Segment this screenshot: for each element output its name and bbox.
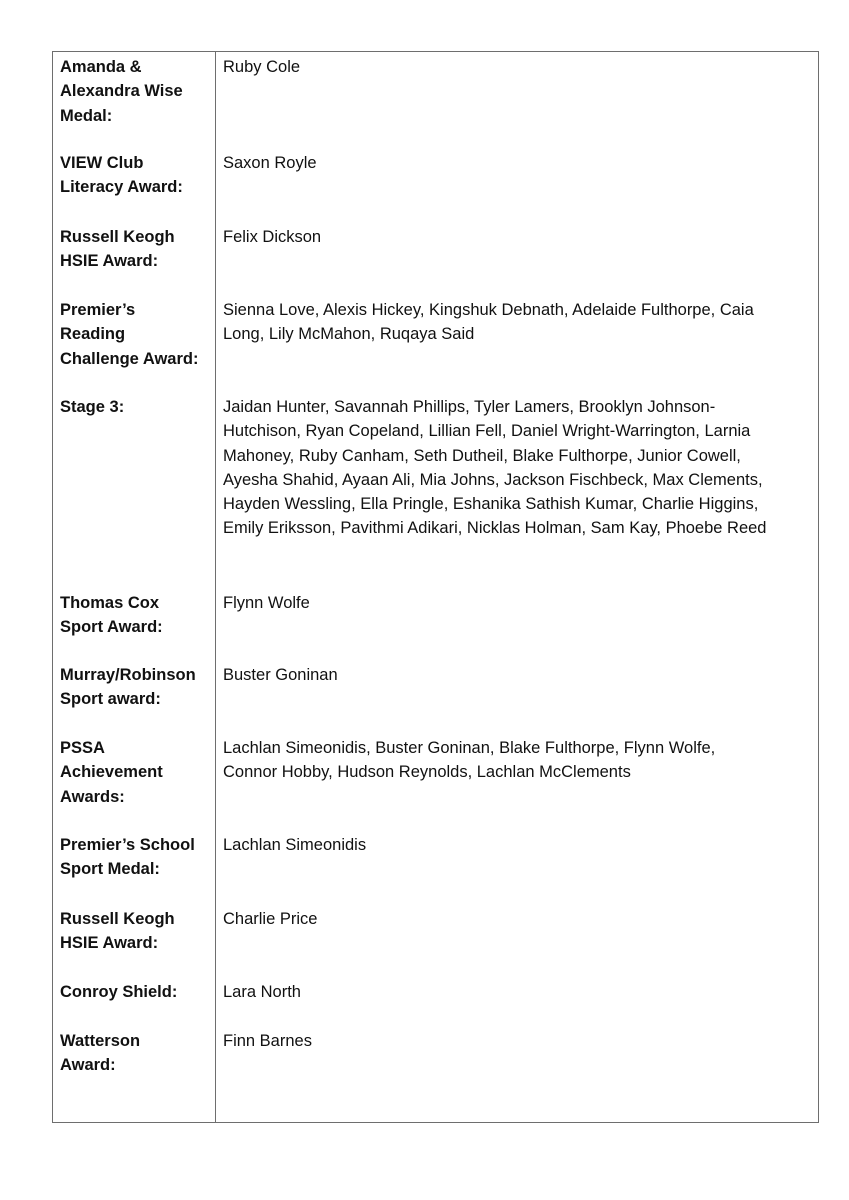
award-recipients-conroy-shield: Lara North xyxy=(223,983,301,1001)
award-label-russell-keogh-hsie-1: Russell Keogh HSIE Award: xyxy=(60,228,175,271)
award-recipients-russell-keogh-hsie-2: Charlie Price xyxy=(223,910,318,928)
award-label-russell-keogh-hsie-2: Russell Keogh HSIE Award: xyxy=(60,910,175,953)
award-label-pssa-achievement: PSSA Achievement Awards: xyxy=(60,739,163,806)
award-recipients-wise-medal: Ruby Cole xyxy=(223,58,301,76)
award-label-wise-medal: Amanda & Alexandra Wise Medal: xyxy=(60,58,183,125)
award-label-murray-robinson-sport: Murray/Robinson Sport award: xyxy=(60,666,196,709)
award-label-thomas-cox-sport: Thomas Cox Sport Award: xyxy=(60,594,163,637)
award-recipients-premiers-school-sport: Lachlan Simeonidis xyxy=(223,836,367,854)
award-label-view-club-literacy: VIEW Club Literacy Award: xyxy=(60,154,183,197)
award-recipients-thomas-cox-sport: Flynn Wolfe xyxy=(223,594,310,612)
award-recipients-murray-robinson-sport: Buster Goninan xyxy=(223,666,338,684)
award-label-watterson: Watterson Award: xyxy=(60,1032,141,1075)
award-recipients-stage-3: Jaidan Hunter, Savannah Phillips, Tyler Lamers, Brooklyn Johnson- Hutchison, Ryan Copeland, Lillian Fell, Daniel Wright-Warrington, Larnia Mahoney, Ruby Canham, Seth Dutheil, Blake Fulthorpe, Junior Cowell, Ayesha Shahid, Ayaan Ali, Mia Johns, Jackson Fischbeck, Max Clements, Hayden Wessling, Ella Pringle, Eshanika Sathish Kumar, Charlie Higgins, Emily Eriksson, Pavithmi Adikari, Nicklas Holman, Sam Kay, Phoebe Reed xyxy=(223,398,767,538)
column-divider xyxy=(215,52,216,1122)
award-recipients-premiers-reading: Sienna Love, Alexis Hickey, Kingshuk Debnath, Adelaide Fulthorpe, Caia Long, Lily McMahon, Ruqaya Said xyxy=(223,301,754,344)
awards-table xyxy=(52,51,819,1123)
award-recipients-russell-keogh-hsie-1: Felix Dickson xyxy=(223,228,322,246)
award-label-conroy-shield: Conroy Shield: xyxy=(60,983,178,1001)
award-label-stage-3: Stage 3: xyxy=(60,398,125,416)
award-recipients-watterson: Finn Barnes xyxy=(223,1032,312,1050)
award-label-premiers-school-sport: Premier’s School Sport Medal: xyxy=(60,836,195,879)
award-label-premiers-reading: Premier’s Reading Challenge Award: xyxy=(60,301,199,368)
award-recipients-view-club-literacy: Saxon Royle xyxy=(223,154,317,172)
award-recipients-pssa-achievement: Lachlan Simeonidis, Buster Goninan, Blake Fulthorpe, Flynn Wolfe, Connor Hobby, Hudson Reynolds, Lachlan McClements xyxy=(223,739,716,782)
